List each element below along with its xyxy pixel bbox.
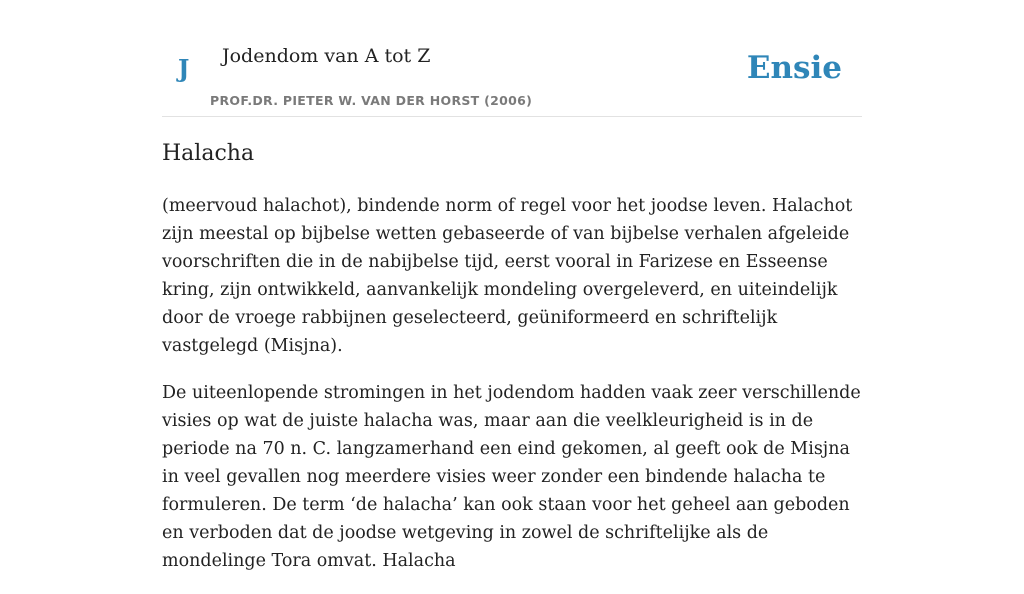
article-paragraph: De uiteenlopende stromingen in het jodendom hadden vaak zeer verschillende visies op wat de juiste halacha was, maar aan die veelkleurigheid is in de periode na 70 n. C. langzamerhand een eind gekomen, al geeft ook de Misjna in veel gevallen nog meerdere visies weer zonder een bindende halacha te formuleren. De term ‘de halacha’ kan ook staan voor het geheel aan geboden en verboden dat de joodse wetgeving in zowel de schriftelijke als de mondelinge Tora omvat. Halacha: [162, 383, 861, 571]
article-paragraph: (meervoud halachot), bindende norm of regel voor het joodse leven. Halachot zijn meestal op bijbelse wetten gebaseerde of van bijbelse verhalen afgeleide voorschriften die in de nabijbelse tijd, eerst vooral in Farizese en Esseense kring, zijn ontwikkeld, aanvankelijk mondeling overgeleverd, en uiteindelijk door de vroege rabbijnen geselecteerd, geüniformeerd en schriftelijk vastgelegd (Misjna).: [162, 196, 853, 356]
book-title[interactable]: Jodendom van A tot Z: [222, 45, 431, 67]
header: [162, 0, 862, 117]
book-logo[interactable]: J: [178, 54, 190, 83]
ensie-logo-link[interactable]: Ensie: [746, 50, 842, 86]
article-title: Halacha: [162, 141, 255, 166]
article: [162, 138, 862, 594]
author-credit: PROF.DR. PIETER W. VAN DER HORST (2006): [210, 93, 533, 108]
